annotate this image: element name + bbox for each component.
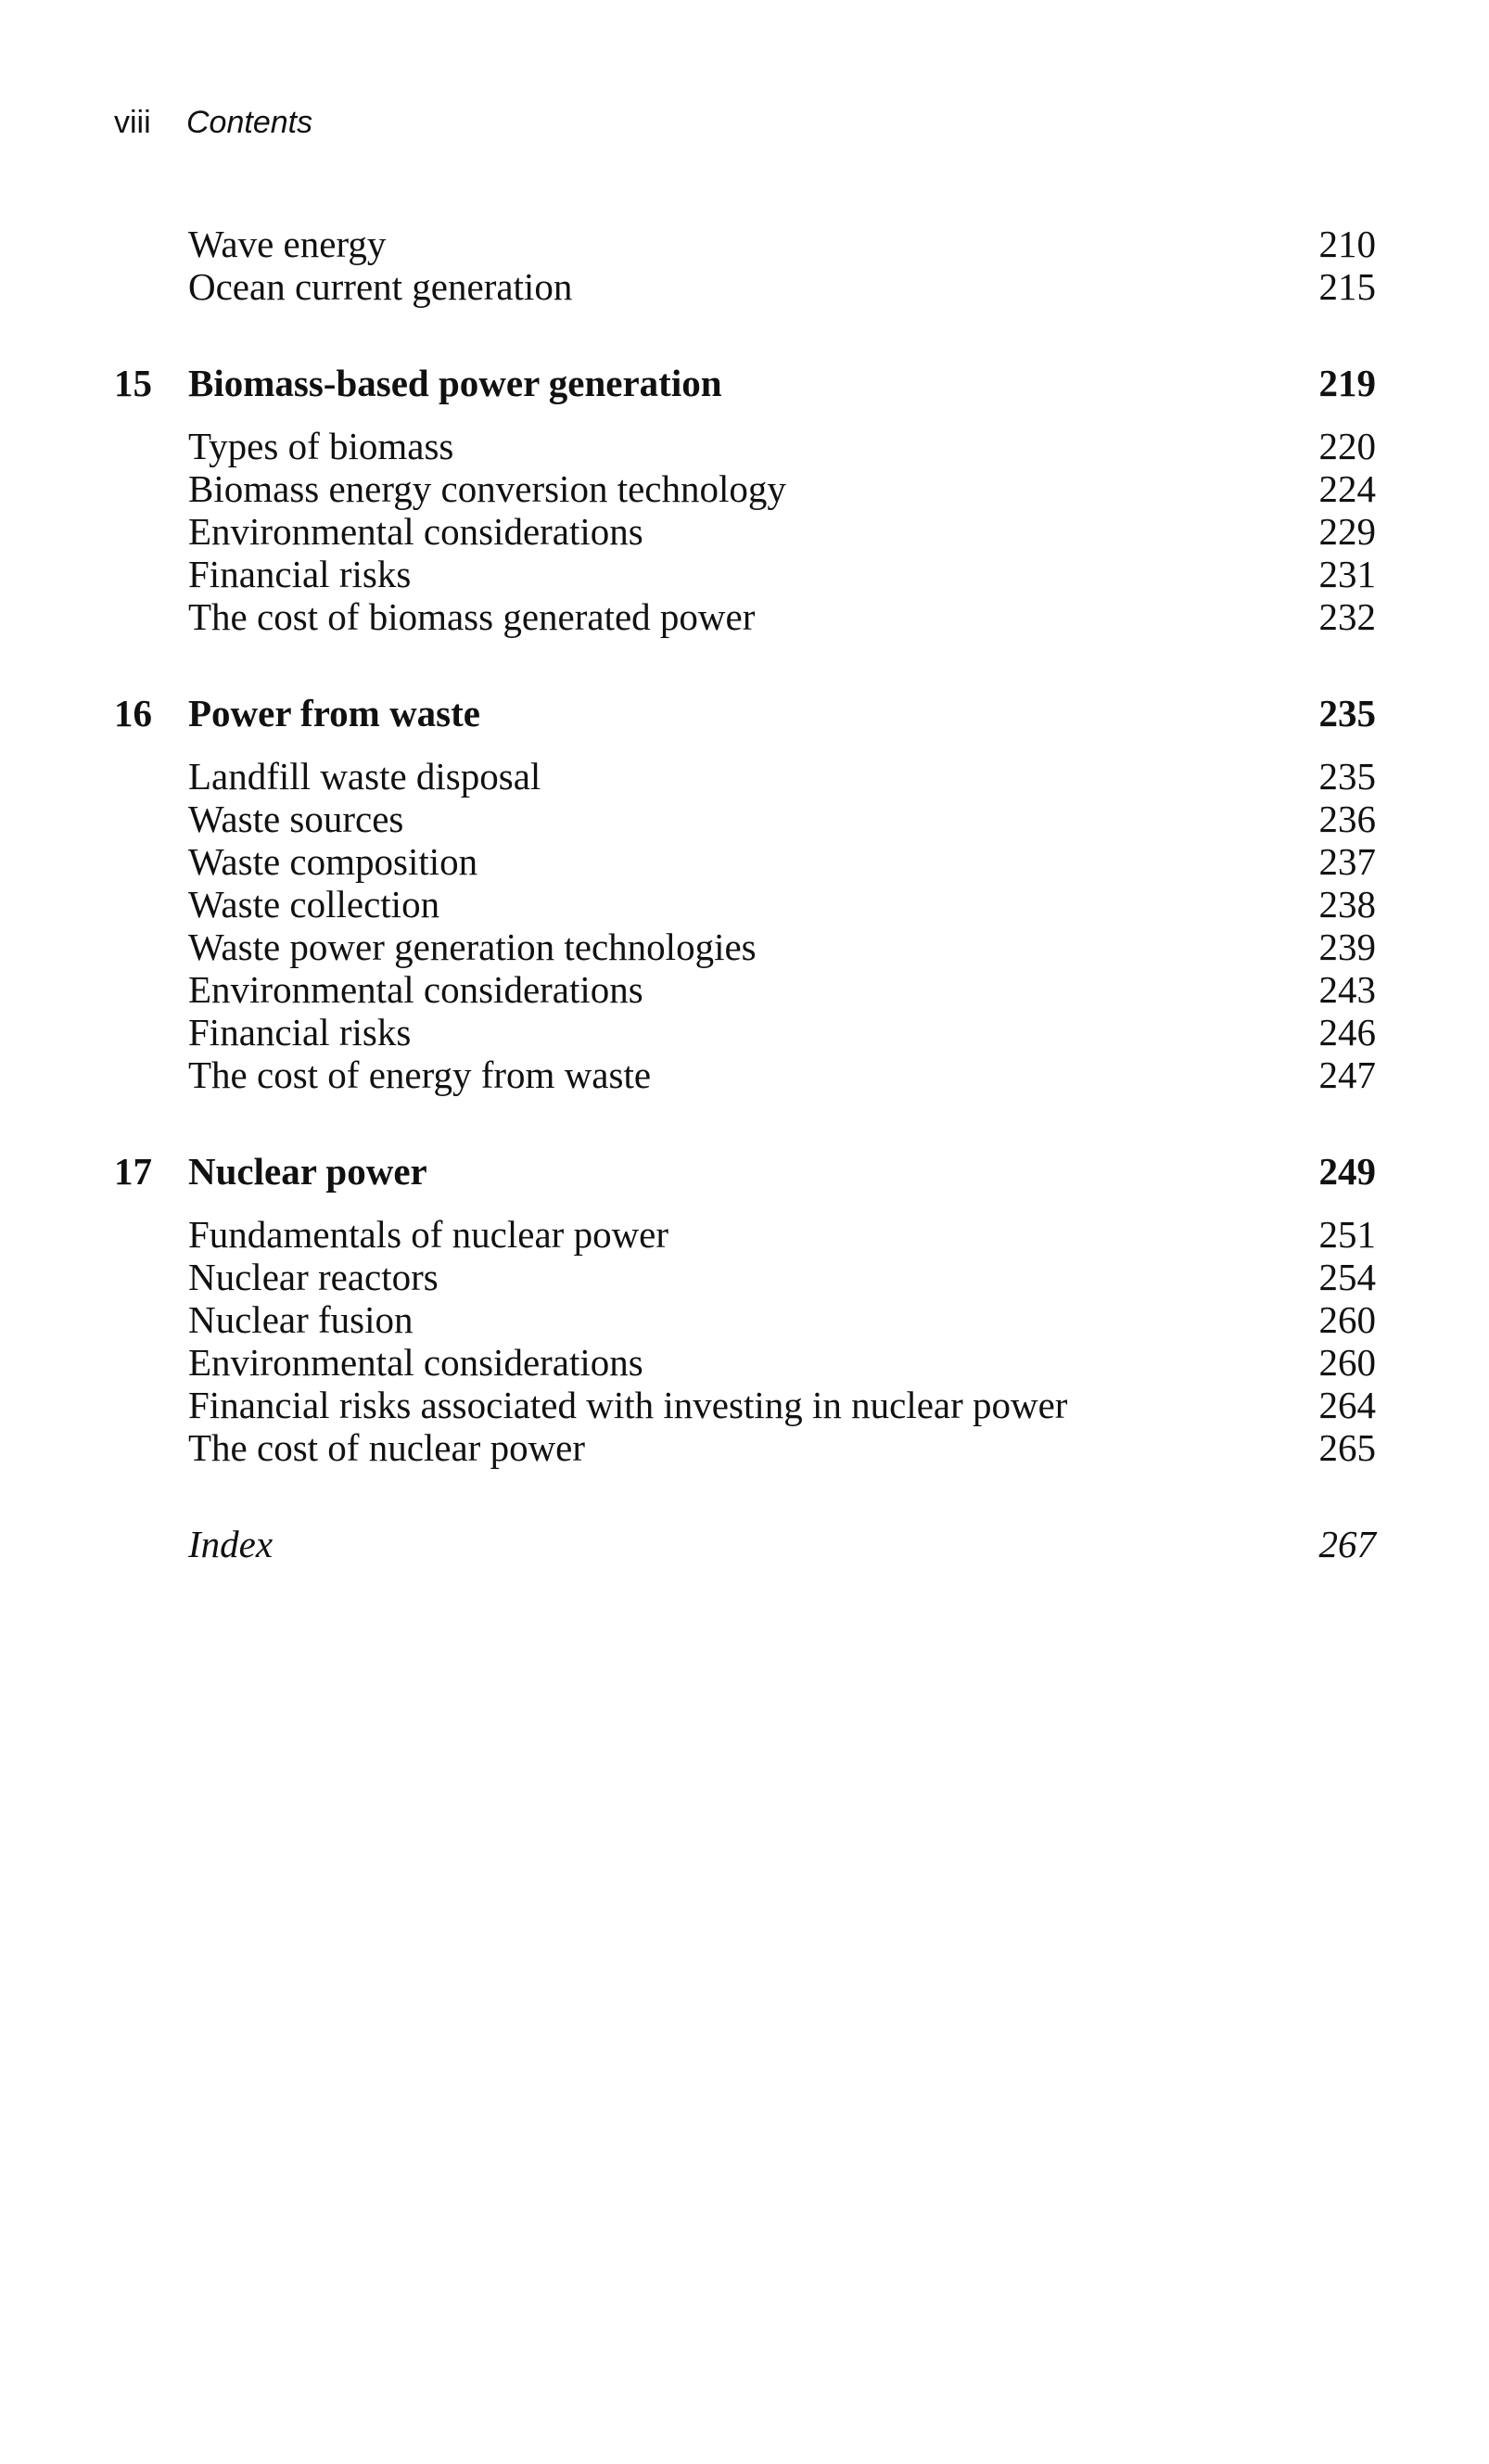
toc-entry-title: Environmental considerations bbox=[188, 968, 643, 1011]
toc-entry-title: Waste composition bbox=[188, 840, 478, 883]
toc-entry-page: 260 bbox=[1318, 1341, 1376, 1384]
running-header bbox=[114, 104, 312, 141]
toc-entry-title: Environmental considerations bbox=[188, 1341, 643, 1384]
toc-entry-title: Types of biomass bbox=[188, 425, 454, 467]
toc-entry-page: 210 bbox=[1318, 223, 1376, 265]
chapter-number: 16 bbox=[114, 692, 152, 734]
chapter-page: 219 bbox=[1318, 362, 1376, 404]
toc-entry[interactable] bbox=[114, 1298, 1376, 1341]
toc-entry[interactable] bbox=[114, 926, 1376, 968]
toc-entry-page: 243 bbox=[1318, 968, 1376, 1011]
toc-entry-page: 224 bbox=[1318, 467, 1376, 510]
toc-entry[interactable] bbox=[114, 1053, 1376, 1096]
toc-entry-title: Financial risks associated with investing in nuclear power bbox=[188, 1384, 1068, 1426]
toc-entry-page: 235 bbox=[1318, 755, 1376, 798]
chapter-number: 17 bbox=[114, 1150, 152, 1193]
toc-entry[interactable] bbox=[114, 553, 1376, 595]
toc-entry-title: Financial risks bbox=[188, 1011, 412, 1053]
chapter-page: 249 bbox=[1318, 1150, 1376, 1193]
toc-entry[interactable] bbox=[114, 840, 1376, 883]
toc-entry-page: 247 bbox=[1318, 1053, 1376, 1096]
toc-entry-title: Ocean current generation bbox=[188, 265, 573, 308]
toc-entry-page: 220 bbox=[1318, 425, 1376, 467]
toc-entry-page: 229 bbox=[1318, 510, 1376, 553]
toc-entry-title: Environmental considerations bbox=[188, 510, 643, 553]
chapter-heading-15[interactable] bbox=[114, 362, 1376, 404]
toc-entry[interactable] bbox=[114, 1011, 1376, 1053]
toc-entry-title: Waste collection bbox=[188, 883, 440, 926]
toc-entry-title: Financial risks bbox=[188, 553, 412, 595]
index-title: Index bbox=[188, 1523, 274, 1565]
toc-entry-page: 264 bbox=[1318, 1384, 1376, 1426]
toc-entry-page: 254 bbox=[1318, 1256, 1376, 1298]
toc-entry-page: 265 bbox=[1318, 1426, 1376, 1469]
toc-entry-page: 238 bbox=[1318, 883, 1376, 926]
toc-entry-page: 246 bbox=[1318, 1011, 1376, 1053]
toc-entry[interactable] bbox=[114, 1213, 1376, 1256]
toc-entry-title: Nuclear fusion bbox=[188, 1298, 414, 1341]
toc-entry[interactable] bbox=[114, 1384, 1376, 1426]
toc-entry-page: 236 bbox=[1318, 798, 1376, 840]
toc-entry[interactable] bbox=[114, 510, 1376, 553]
index-page: 267 bbox=[1318, 1523, 1376, 1565]
toc-entry-page: 231 bbox=[1318, 553, 1376, 595]
chapter-number: 15 bbox=[114, 362, 152, 404]
toc-entry-title: The cost of energy from waste bbox=[188, 1053, 652, 1096]
chapter-heading-16[interactable] bbox=[114, 692, 1376, 734]
chapter-title: Power from waste bbox=[188, 692, 480, 734]
toc-entry[interactable] bbox=[114, 798, 1376, 840]
chapter-heading-17[interactable] bbox=[114, 1150, 1376, 1193]
toc-entry-title: Waste power generation technologies bbox=[188, 926, 757, 968]
toc-entry-page: 232 bbox=[1318, 595, 1376, 638]
toc-entry-title: Nuclear reactors bbox=[188, 1256, 439, 1298]
toc-entry-page: 251 bbox=[1318, 1213, 1376, 1256]
toc-entry-page: 237 bbox=[1318, 840, 1376, 883]
toc-entry-page: 215 bbox=[1318, 265, 1376, 308]
toc-index-entry[interactable] bbox=[114, 1523, 1376, 1565]
toc-entry[interactable] bbox=[114, 1256, 1376, 1298]
running-title: Contents bbox=[186, 105, 313, 140]
toc-entry[interactable] bbox=[114, 883, 1376, 926]
toc-entry-title: Fundamentals of nuclear power bbox=[188, 1213, 669, 1256]
toc-entry[interactable] bbox=[114, 223, 1376, 265]
toc-entry-title: Biomass energy conversion technology bbox=[188, 467, 786, 510]
toc-entry-title: Wave energy bbox=[188, 223, 387, 265]
toc-entry[interactable] bbox=[114, 425, 1376, 467]
toc-entry-title: The cost of nuclear power bbox=[188, 1426, 586, 1469]
toc-entry-title: Waste sources bbox=[188, 798, 404, 840]
toc-entry[interactable] bbox=[114, 755, 1376, 798]
chapter-title: Biomass-based power generation bbox=[188, 362, 722, 404]
toc-entry-title: Landfill waste disposal bbox=[188, 755, 541, 798]
table-of-contents bbox=[114, 223, 1376, 1565]
toc-entry[interactable] bbox=[114, 467, 1376, 510]
toc-entry[interactable] bbox=[114, 1426, 1376, 1469]
chapter-title: Nuclear power bbox=[188, 1150, 427, 1193]
toc-entry-page: 260 bbox=[1318, 1298, 1376, 1341]
page-folio: viii bbox=[114, 105, 151, 140]
toc-entry-title: The cost of biomass generated power bbox=[188, 595, 756, 638]
chapter-page: 235 bbox=[1318, 692, 1376, 734]
toc-entry-page: 239 bbox=[1318, 926, 1376, 968]
toc-entry[interactable] bbox=[114, 595, 1376, 638]
toc-entry[interactable] bbox=[114, 968, 1376, 1011]
toc-entry[interactable] bbox=[114, 1341, 1376, 1384]
toc-entry[interactable] bbox=[114, 265, 1376, 308]
